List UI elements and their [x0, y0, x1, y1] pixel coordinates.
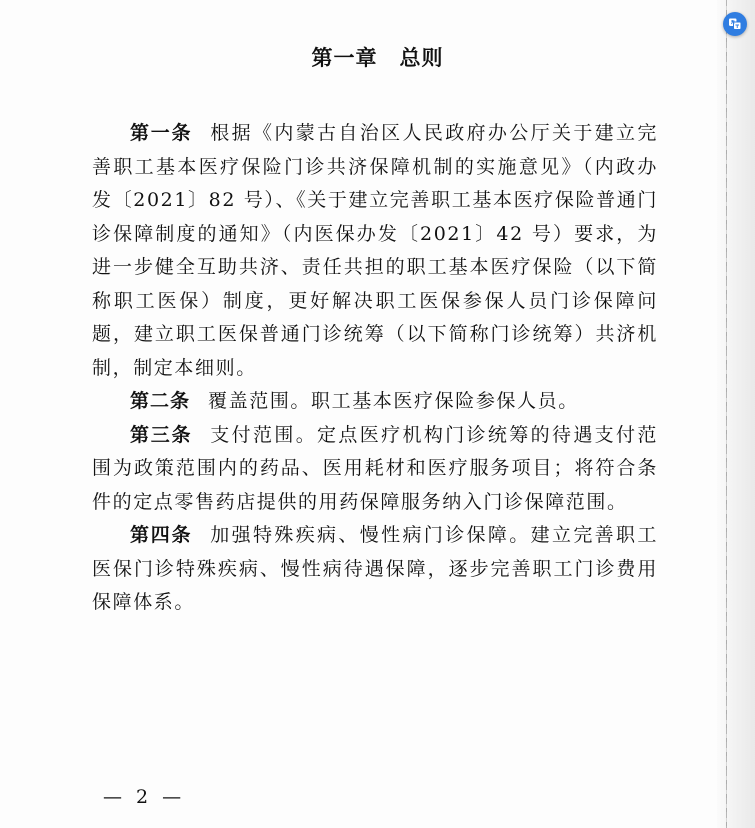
article-text: 覆盖范围。职工基本医疗保险参保人员。	[208, 390, 579, 412]
page-number: — 2 —	[103, 786, 186, 808]
article-text: 支付范围。定点医疗机构门诊统筹的待遇支付范围为政策范围内的药品、医用耗材和医疗服务项目；将符合条件的定点零售药店提供的用药保障服务纳入门诊保障范围。	[92, 423, 658, 513]
chapter-label: 第一章	[311, 46, 378, 70]
article-number: 第一条	[130, 122, 193, 144]
document-body	[92, 117, 658, 620]
article-text: 加强特殊疾病、慢性病门诊保障。建立完善职工医保门诊特殊疾病、慢性病待遇保障，逐步完善职工门诊费用保障体系。	[92, 524, 658, 613]
article-3	[92, 419, 658, 520]
chapter-name: 总则	[399, 46, 444, 70]
translate-icon	[728, 17, 742, 31]
scan-edge-line	[726, 0, 727, 828]
translate-button[interactable]	[723, 12, 747, 36]
article-1	[92, 117, 658, 385]
article-4	[92, 519, 658, 620]
scan-edge	[717, 0, 755, 828]
article-text: 根据《内蒙古自治区人民政府办公厅关于建立完善职工基本医疗保险门诊共济保障机制的实施意见》（内政办发〔2021〕82 号）、《关于建立完善职工基本医疗保险普通门诊保障制度的通知》（内医保办发〔2021〕42 号）要求，为进一步健全互助共济、责任共担的职工基本医疗保险（以下简称职工医保）制度，更好解决职工医保参保人员门诊保障问题，建立职工医保普通门诊统筹（以下简称门诊统筹）共济机制，制定本细则。	[92, 122, 658, 379]
article-number: 第三条	[130, 423, 193, 446]
chapter-title	[0, 42, 755, 72]
article-number: 第四条	[130, 524, 193, 546]
article-number: 第二条	[130, 390, 191, 412]
article-2	[92, 385, 658, 419]
